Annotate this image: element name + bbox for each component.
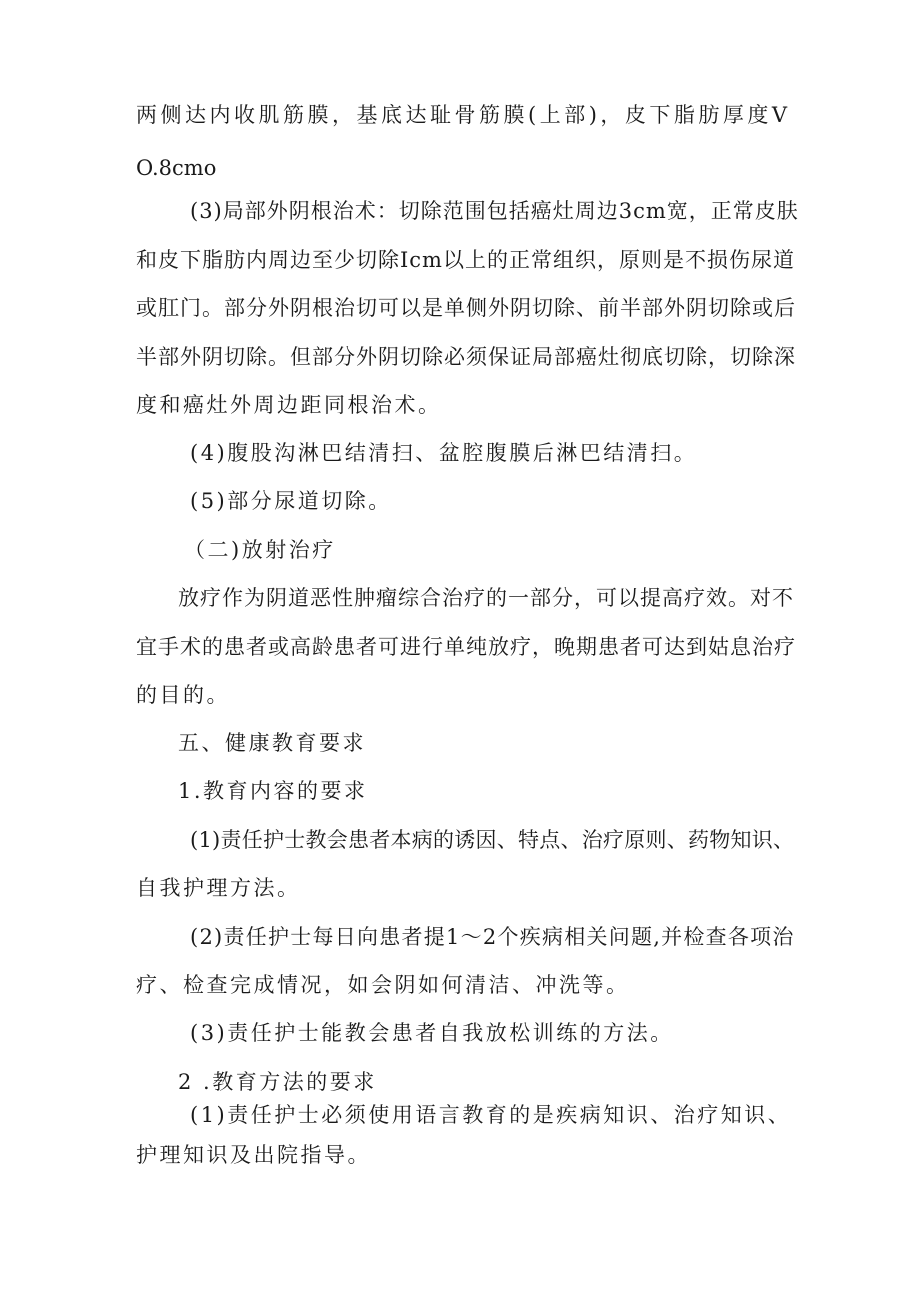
- text-line-12: 宜手术的患者或高龄患者可进行单纯放疗，晚期患者可达到姑息治疗: [136, 635, 796, 659]
- text-line-3: (3)局部外阴根治术：切除范围包括癌灶周边3cm宽，正常皮肤: [190, 199, 799, 223]
- text-line-11: 放疗作为阴道恶性肿瘤综合治疗的一部分，可以提高疗效。对不: [178, 586, 794, 610]
- text-line-23: 护理知识及出院指导。: [136, 1143, 371, 1167]
- text-line-9: (5)部分尿道切除。: [190, 489, 392, 513]
- text-line-1: 两侧达内收肌筋膜，基底达耻骨筋膜(上部)，皮下脂肪厚度V: [136, 103, 791, 127]
- text-line-16: (1)责任护士教会患者本病的诱因、特点、治疗原则、药物知识、: [190, 828, 795, 852]
- text-line-22: (1)责任护士必须使用语言教育的是疾病知识、治疗知识、: [190, 1103, 792, 1127]
- text-line-13: 的目的。: [136, 683, 230, 707]
- subheading-education-method: 2 .教育方法的要求: [178, 1070, 377, 1094]
- text-line-20: (3)责任护士能教会患者自我放松训练的方法。: [190, 1021, 674, 1045]
- text-line-2: O.8cmo: [136, 156, 217, 180]
- section-heading-radiotherapy: （二)放射治疗: [184, 538, 336, 562]
- text-line-17: 自我护理方法。: [136, 876, 301, 900]
- text-line-18: (2)责任护士每日向患者提1～2个疾病相关问题,并检查各项治: [190, 925, 795, 949]
- section-heading-health-education: 五、健康教育要求: [178, 731, 366, 755]
- text-line-5: 或肛门。部分外阴根治切可以是单侧外阴切除、前半部外阴切除或后: [136, 296, 796, 320]
- text-line-4: 和皮下脂肪内周边至少切除Icm以上的正常组织，原则是不损伤尿道: [136, 248, 795, 272]
- text-line-7: 度和癌灶外周边距同根治术。: [136, 393, 442, 417]
- text-line-8: (4)腹股沟淋巴结清扫、盆腔腹膜后淋巴结清扫。: [190, 441, 698, 465]
- subheading-education-content: 1.教育内容的要求: [178, 779, 368, 803]
- text-line-6: 半部外阴切除。但部分外阴切除必须保证局部癌灶彻底切除，切除深: [136, 345, 796, 369]
- text-line-19: 疗、检查完成情况，如会阴如何清洁、冲洗等。: [136, 973, 630, 997]
